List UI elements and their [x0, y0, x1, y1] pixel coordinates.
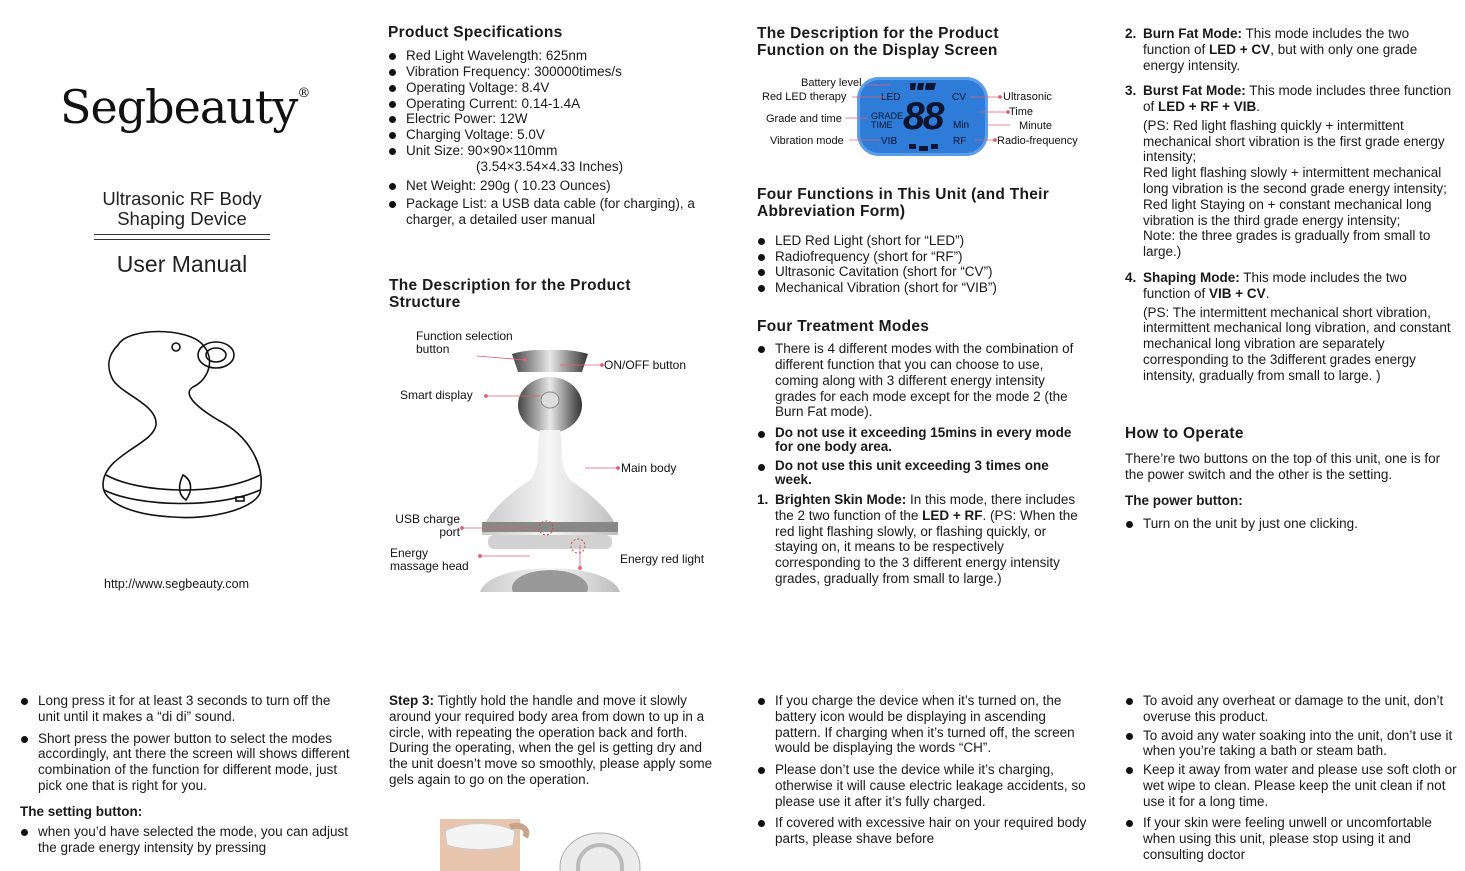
list-item: [388, 143, 728, 175]
cover-title: Ultrasonic RF Body Shaping Device: [102, 188, 262, 229]
label-main-body: Main body: [621, 461, 677, 475]
device-line-drawing: [98, 325, 268, 525]
label-usb-port: USB charge port: [395, 512, 460, 540]
label-vibration-mode: Vibration mode: [770, 135, 844, 147]
lcd-time: TIME: [871, 120, 893, 130]
mode-title: Burst Fat Mode:: [1143, 83, 1246, 99]
precautions-list: [1125, 693, 1460, 863]
label-grade-and-time: Grade and time: [766, 113, 842, 125]
specs-panel: [388, 24, 728, 228]
lcd-cv: CV: [952, 92, 966, 103]
label-red-led-therapy: Red LED therapy: [762, 91, 847, 103]
power-button-heading: The power button:: [1125, 493, 1243, 509]
list-item: Vibration Frequency: 300000times/s: [388, 64, 728, 80]
list-item: Package List: a USB data cable (for charging), a charger, a detailed user manual: [388, 196, 728, 228]
lcd-vib: VIB: [881, 136, 898, 147]
brand-name: Segbeauty: [60, 80, 298, 134]
mode-text: , but with only one grade energy intensity.: [1143, 41, 1418, 73]
list-item: To avoid any overheat or damage to the unit, don’t overuse this product.: [1125, 693, 1460, 725]
bottom-col-1: [20, 693, 350, 856]
mode-number: 3.: [1125, 83, 1137, 99]
label-massage-head: Energy massage head: [390, 546, 469, 574]
label-minute: Minute: [1019, 120, 1053, 132]
list-item: Red Light Wavelength: 625nm: [388, 48, 728, 64]
mode-text: This mode includes the two function of: [1143, 26, 1410, 57]
structure-leader-lines: [380, 330, 620, 590]
power-button-list-continued: [20, 693, 350, 794]
list-item: when you’d have selected the mode, you can adjust the grade energy intensity by pressing: [20, 824, 350, 856]
mode-title: Brighten Skin Mode:: [775, 492, 907, 508]
website-url[interactable]: http://www.segbeauty.com: [104, 577, 249, 591]
mode-text: .: [1256, 99, 1261, 115]
functions-list: [757, 233, 1092, 296]
list-item: Keep it away from water and please use soft cloth or wet wipe to clean. Please keep the unit clean if not use it for a long time.: [1125, 762, 1460, 809]
power-button-list: [1125, 516, 1455, 532]
lcd-digits: 88: [903, 95, 943, 138]
functions-heading: Four Functions in This Unit (and Their Abbreviation Form): [757, 186, 1050, 221]
display-leader-lines: [840, 80, 1010, 150]
list-item: Short press the power button to select the modes accordingly, ant there the screen will shows different combination of the function for different mode, just pick one that is right for you.: [20, 731, 350, 794]
modes-continued-panel: [1125, 26, 1455, 532]
list-item: Mechanical Vibration (short for “VIB”): [757, 280, 1092, 296]
setting-button-list: [20, 824, 350, 856]
mode-burst-fat: [1125, 83, 1455, 260]
list-item: Ultrasonic Cavitation (short for “CV”): [757, 264, 1092, 280]
list-item: Charging Voltage: 5.0V: [388, 127, 728, 143]
mode-functions: VIB + CV: [1209, 285, 1266, 301]
label-radio-frequency: Radio-frequency: [997, 135, 1078, 147]
mode-functions: LED + RF + VIB: [1158, 99, 1257, 115]
cover-subtitle: User Manual: [116, 251, 248, 277]
display-heading: The Description for the Product Function on the Display Screen: [757, 25, 999, 60]
step-title: Step 3:: [389, 693, 435, 708]
cover-rule: [94, 239, 270, 240]
charging-notes-list: [757, 693, 1087, 847]
list-item: To avoid any water soaking into the unit, don’t use it when you’re taking a bath or steam bath.: [1125, 728, 1460, 760]
usage-photo: [435, 817, 655, 871]
label-time: Time: [1009, 106, 1034, 118]
mode-number: 4.: [1125, 269, 1137, 285]
mode-functions: LED + RF: [922, 507, 983, 523]
list-item: LED Red Light (short for “LED”): [757, 233, 1092, 249]
mode-note: Red light flashing slowly + intermittent mechanical long vibration is the second grade energy intensity;: [1143, 165, 1447, 197]
modes-list: [757, 341, 1092, 486]
mode-note: Red light Staying on + constant mechanical long vibration is the third grade energy intensity;: [1143, 196, 1432, 228]
mode-note: Note: the three grades is gradually from small to large.): [1143, 228, 1431, 260]
list-item: There is 4 different modes with the combination of different function that you can choose to use, coming along with 3 different energy intensity grades for each mode except for the mode 2 (the Burn Fat mode).: [757, 341, 1088, 420]
mode-title: Burn Fat Mode:: [1143, 26, 1242, 41]
list-item: Operating Voltage: 8.4V: [388, 80, 728, 96]
label-ultrasonic: Ultrasonic: [1003, 91, 1052, 103]
label-function-button: Function selection button: [416, 329, 513, 357]
operate-heading: How to Operate: [1125, 425, 1244, 443]
bottom-col-2: [389, 693, 714, 788]
label-battery-level: Battery level: [801, 77, 862, 89]
mode-number: 1.: [757, 492, 769, 508]
structure-panel: [389, 277, 689, 319]
list-item: Electric Power: 12W: [388, 111, 728, 127]
modes-heading: Four Treatment Modes: [757, 317, 930, 335]
mode-text: . (PS: When the red light flashing slowly, or flashing quickly, or staying on, it means to be respectively corresponding to the 3 different energy intensity grades, gradually from small to large.): [775, 507, 1078, 587]
mode-note: (PS: The intermittent mechanical short vibration, intermittent mechanical long vibration, and constant mechanical long vibration are separately corresponding to the 3different grades energy intensity, gradually from small to large. ): [1143, 304, 1451, 383]
bottom-col-4: [1125, 693, 1460, 863]
lcd-led: LED: [881, 92, 901, 103]
list-item: Turn on the unit by just one clicking.: [1125, 516, 1455, 532]
mode-note: (PS: Red light flashing quickly + intermittent mechanical short vibration is the first grade energy intensity;: [1143, 117, 1445, 165]
mode-shaping: [1125, 270, 1455, 383]
list-item: Long press it for at least 3 seconds to turn off the unit until it makes a “di di” sound.: [20, 693, 350, 725]
list-item: Operating Current: 0.14-1.4A: [388, 96, 728, 112]
list-item: Do not use it exceeding 15mins in every mode for one body area.: [757, 426, 1088, 453]
cover-rule: [94, 234, 270, 235]
list-item: Do not use this unit exceeding 3 times one week.: [757, 459, 1088, 486]
mode-text: .: [1265, 285, 1270, 301]
list-item: If covered with excessive hair on your required body parts, please shave before: [757, 815, 1087, 847]
functions-panel: [757, 186, 1092, 587]
label-red-light: Energy red light: [620, 552, 705, 566]
list-item: Please don’t use the device while it’s charging, otherwise it will cause electric leakage accidents, so please use it after it’s fully charged.: [757, 762, 1087, 809]
mode-title: Shaping Mode:: [1143, 269, 1240, 285]
bottom-col-3: [757, 693, 1087, 847]
registered-mark: ®: [297, 86, 310, 101]
unit-size-inches: (3.54×3.54×4.33 Inches): [476, 158, 624, 174]
structure-heading: The Description for the Product Structure: [389, 277, 631, 312]
mode-brighten-skin: [757, 492, 1092, 587]
list-item: Net Weight: 290g ( 10.23 Ounces): [388, 178, 728, 194]
setting-button-heading: The setting button:: [20, 803, 143, 819]
lcd-grade: GRADE: [871, 111, 904, 121]
list-item: Radiofrequency (short for “RF”): [757, 249, 1092, 265]
lcd-rf: RF: [953, 136, 967, 147]
mode-text: This mode includes three function of: [1143, 83, 1452, 115]
label-smart-display: Smart display: [400, 388, 473, 402]
mode-text: In this mode, there includes the 2 two function of the: [775, 492, 1076, 523]
brand-logo: [60, 80, 309, 134]
step-3: [389, 693, 714, 788]
lcd-min: Min: [953, 120, 970, 131]
list-item: If you charge the device when it’s turned on, the battery icon would be displaying in ascending pattern. If charging when it’s turned off, the screen would be displaying the words “CH”.: [757, 693, 1087, 756]
mode-functions: LED + CV: [1209, 41, 1271, 57]
specs-heading: Product Specifications: [388, 24, 563, 41]
step-text: Tightly hold the handle and move it slowly around your required body area from down to up in a circle, with repeating the operation back and forth. During the operating, when the gel is getting dry and the unit doesn’t move so smoothly, please apply some gels again to go on the operation.: [389, 693, 713, 787]
mode-text: This mode includes the two function of: [1143, 269, 1407, 301]
list-item: If your skin were feeling unwell or uncomfortable when using this unit, please stop using it and consulting doctor: [1125, 815, 1460, 862]
mode-burn-fat: [1125, 26, 1455, 73]
label-onoff-button: ON/OFF button: [604, 358, 687, 372]
mode-number: 2.: [1125, 26, 1137, 41]
specs-list: [388, 48, 728, 228]
operate-intro: There’re two buttons on the top of this unit, one is for the power switch and the other is the setting.: [1125, 450, 1441, 482]
display-panel: [757, 25, 1047, 67]
unit-size: Unit Size: 90×90×110mm: [406, 143, 558, 159]
